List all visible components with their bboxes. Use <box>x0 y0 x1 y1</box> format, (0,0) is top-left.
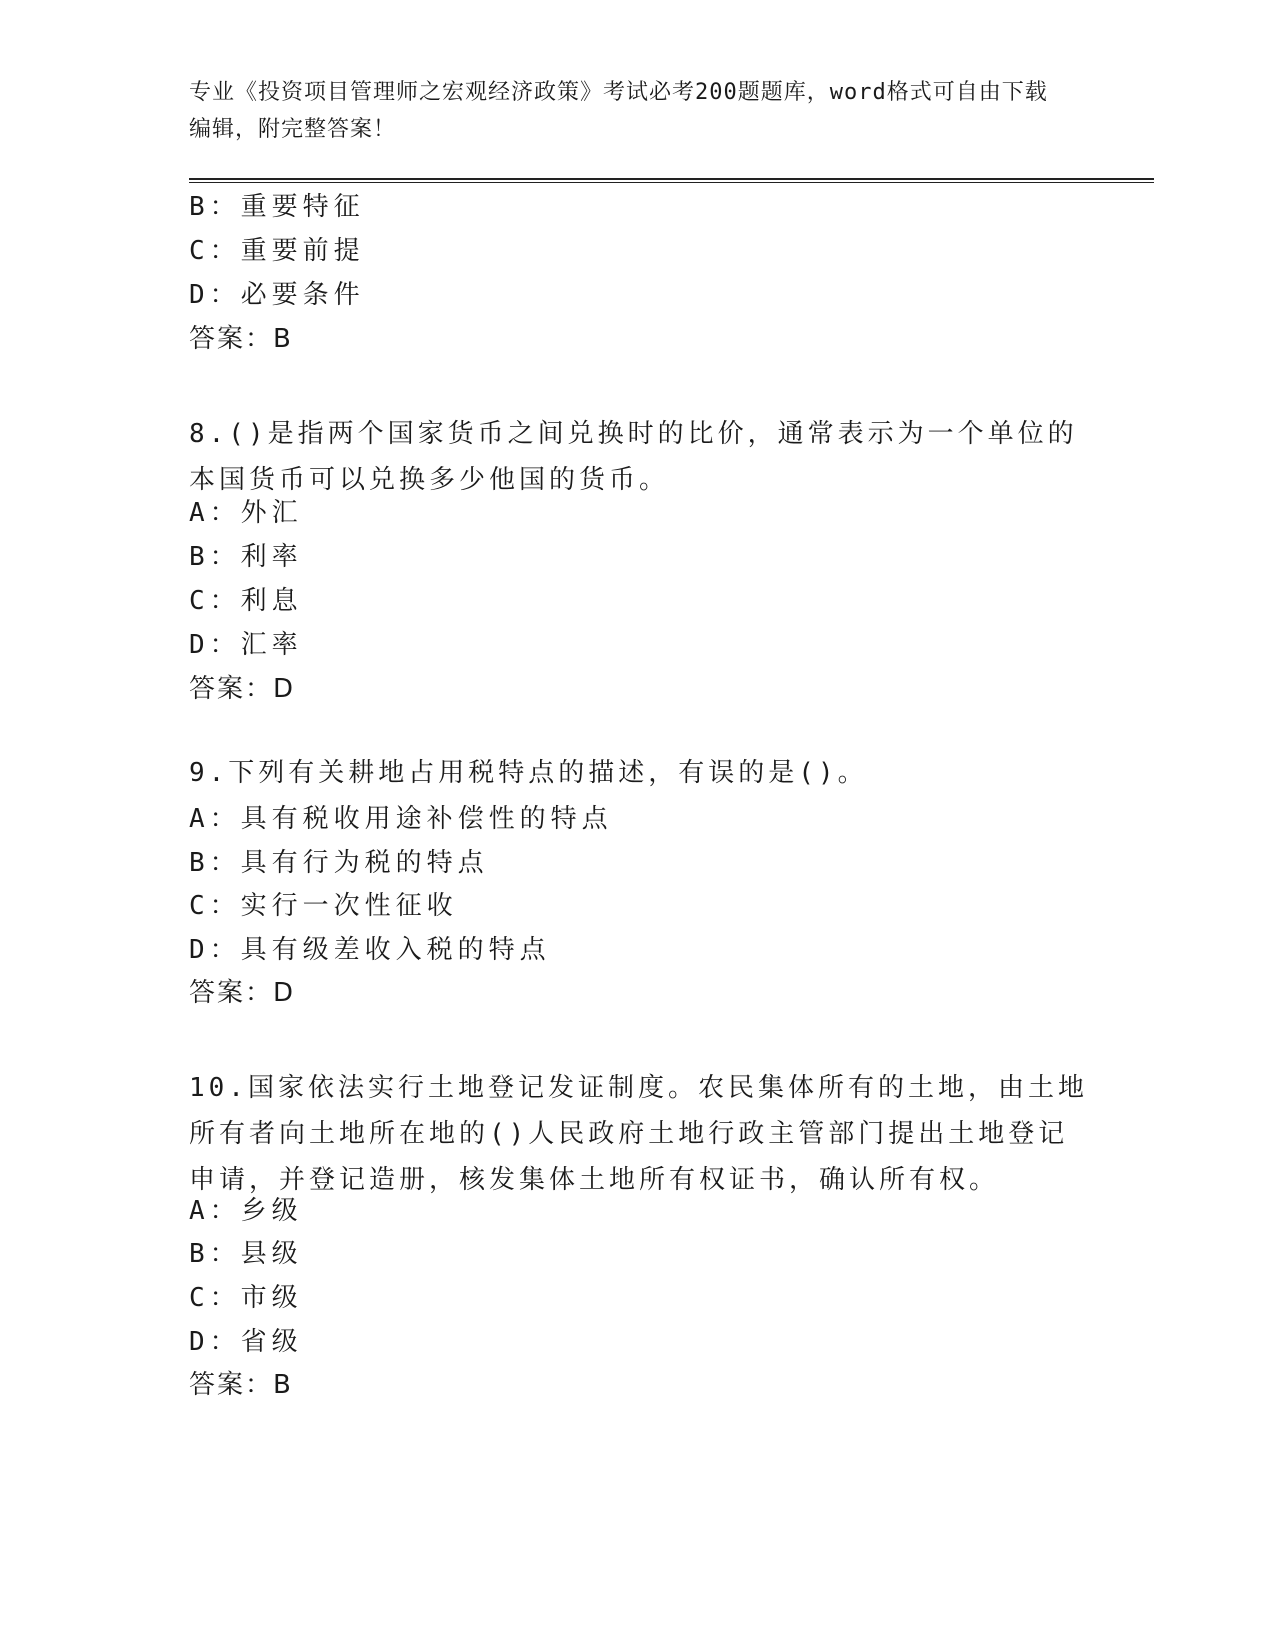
option-c: C：重要前提 <box>189 236 365 266</box>
header-divider-thick <box>189 178 1154 180</box>
header-divider-thin <box>189 182 1154 183</box>
option-c: C：市级 <box>189 1283 303 1313</box>
option-a: A：具有税收用途补偿性的特点 <box>189 804 613 834</box>
option-b: B：具有行为税的特点 <box>189 848 489 878</box>
option-d: D：必要条件 <box>189 280 365 310</box>
option-d: D：具有级差收入税的特点 <box>189 935 551 965</box>
option-b: B：县级 <box>189 1239 303 1269</box>
document-header: 专业《投资项目管理师之宏观经济政策》考试必考200题题库，word格式可自由下载编辑，附完整答案！ <box>189 80 1048 142</box>
answer: 答案：B <box>189 1370 293 1400</box>
option-a: A：乡级 <box>189 1196 303 1226</box>
option-d: D：汇率 <box>189 630 303 660</box>
answer: 答案：B <box>189 324 293 354</box>
option-d: D：省级 <box>189 1327 303 1357</box>
option-b: B：重要特征 <box>189 192 365 222</box>
option-b: B：利率 <box>189 542 303 572</box>
question-9-text: 9.下列有关耕地占用税特点的描述，有误的是()。 <box>189 758 868 788</box>
answer: 答案：D <box>189 978 296 1008</box>
option-c: C：实行一次性征收 <box>189 891 458 921</box>
question-10-text: 10.国家依法实行土地登记发证制度。农民集体所有的土地，由土地所有者向土地所在地的()人民政府土地行政主管部门提出土地登记申请，并登记造册，核发集体土地所有权证书，确认所有权。 <box>189 1073 1088 1195</box>
answer: 答案：D <box>189 674 296 704</box>
question-8-text: 8.()是指两个国家货币之间兑换时的比价，通常表示为一个单位的本国货币可以兑换多少他国的货币。 <box>189 419 1078 495</box>
option-a: A：外汇 <box>189 498 303 528</box>
option-c: C：利息 <box>189 586 303 616</box>
